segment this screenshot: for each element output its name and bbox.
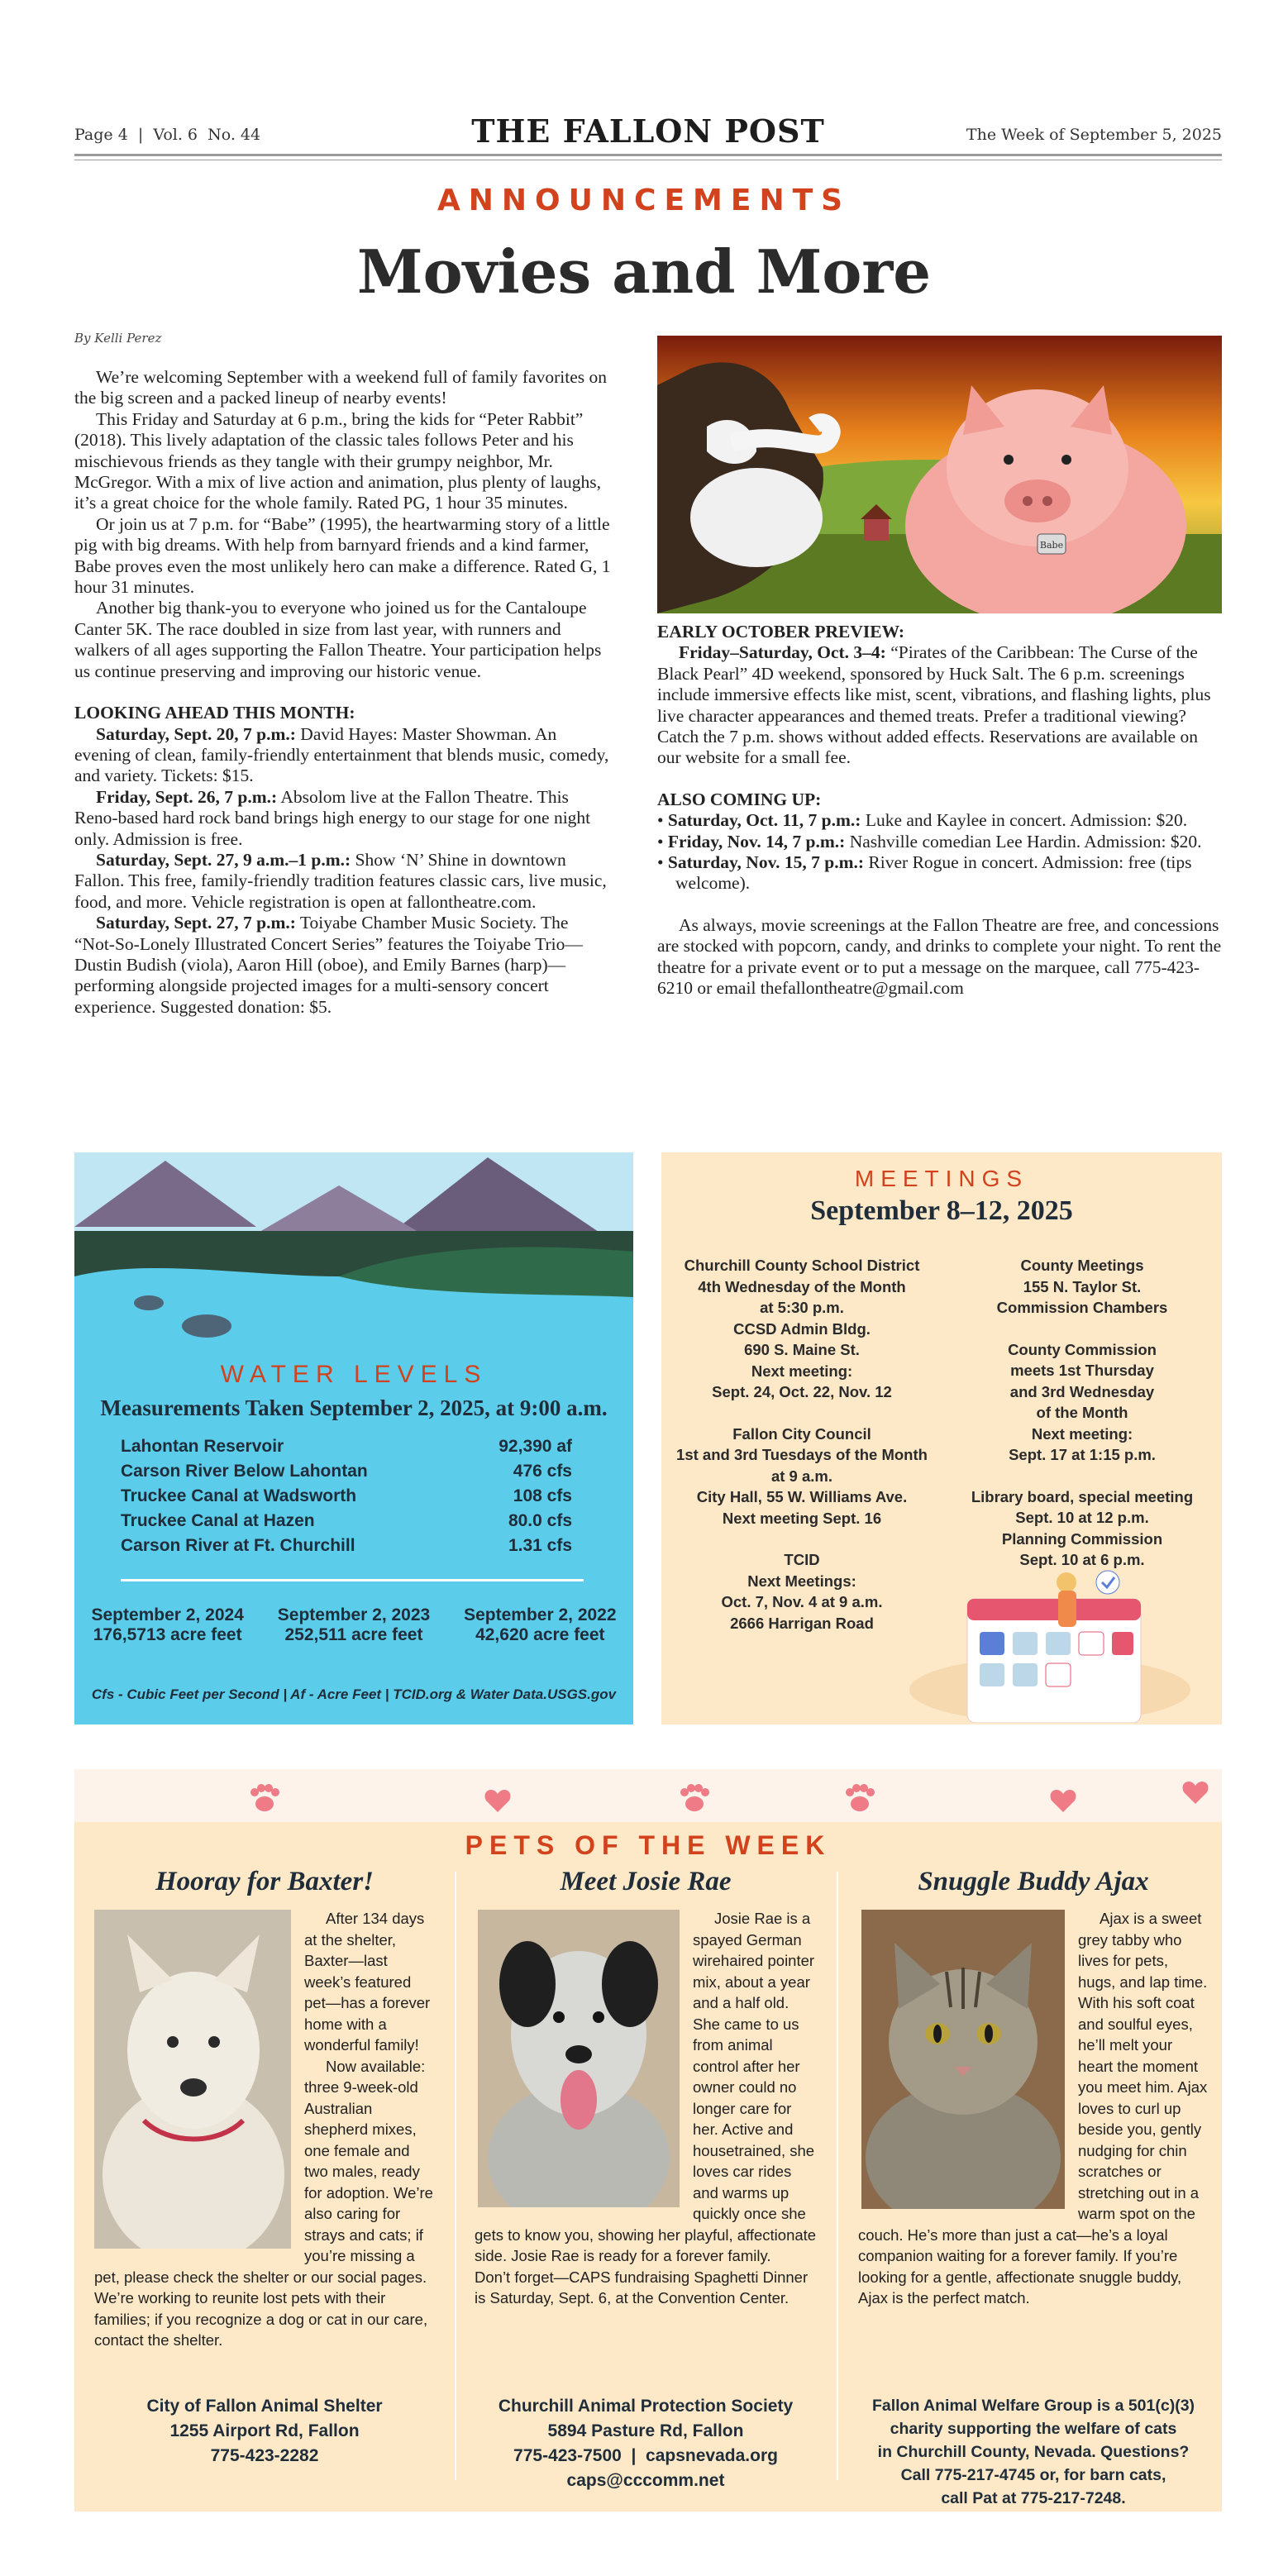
- pig-tag-text: Babe: [1039, 540, 1064, 551]
- event-when: Saturday, Nov. 15, 7 p.m.:: [667, 852, 865, 873]
- historical-levels: [74, 1605, 633, 1645]
- event-when: Saturday, Sept. 27, 7 p.m.:: [96, 913, 296, 933]
- table-row: [121, 1437, 572, 1462]
- table-row: [121, 1536, 572, 1561]
- meetings-title: September 8–12, 2025: [810, 1195, 1073, 1226]
- divider: [121, 1579, 584, 1581]
- station-value: 476 cfs: [513, 1462, 572, 1481]
- looking-ahead-heading: LOOKING AHEAD THIS MONTH:: [74, 703, 355, 723]
- meeting-line: Next meeting:: [751, 1362, 853, 1380]
- meeting-line: Churchill County School District: [684, 1257, 920, 1274]
- also-heading: ALSO COMING UP:: [657, 789, 822, 809]
- event-item: [74, 913, 612, 1018]
- pet-contact: City of Fallon Animal Shelter 1255 Airport Rd, Fallon 775-423-2282: [146, 2397, 383, 2465]
- list-item: • Saturday, Oct. 11, 7 p.m.: Luke and Kaylee in concert. Admission: $20.: [657, 810, 1188, 831]
- article-paragraph: Another big thank-you to everyone who joined us for the Cantaloupe Canter 5K. The race doubled in size from last year, with runners and walkers of all ages supporting the Fallon Theatre. Your participation helps us continue preserving and improving our historic venue.: [74, 598, 602, 681]
- event-item: [74, 787, 612, 850]
- closing-paragraph: As always, movie screenings at the Fallon Theatre are free, and concessions are stocked with popcorn, candy, and drinks to complete your night. To rent the theatre for a private event or to put a message on the marquee, call 775-423-6210 or email thefallontheatre@gmail.com: [657, 914, 1222, 999]
- water-levels-footnote: Cfs - Cubic Feet per Second | Af - Acre Feet | TCID.org & Water Data.USGS.gov: [91, 1686, 617, 1702]
- issue-date: The Week of September 5, 2025: [966, 126, 1222, 144]
- paw-print-banner: [74, 1769, 1222, 1822]
- article-paragraph: We’re welcoming September with a weekend full of family favorites on the big screen and a packed lineup of nearby events!: [74, 367, 607, 408]
- event-text: Luke and Kaylee in concert. Admission: $20.: [861, 810, 1188, 831]
- list-item: • Friday, Nov. 14, 7 p.m.: Nashville comedian Lee Hardin. Admission: $20.: [657, 831, 1202, 852]
- history-date: September 2, 2024: [91, 1605, 244, 1624]
- pets-kicker: PETS OF THE WEEK: [465, 1830, 832, 1860]
- event-item: [657, 642, 1222, 768]
- meeting-line: 2666 Harrigan Road: [730, 1614, 874, 1632]
- meeting-line: Sept. 17 at 1:15 p.m.: [1009, 1446, 1156, 1463]
- pet-description: Josie Rae is a spayed German wirehaired pointer mix, about a year and a half old. She came to us from animal control after her owner could no longer care for her. Active and housetrained, she loves car rides and warms up quickly once she gets to know you, showing her playful, affectionate side. Josie Rae is ready for a forever family.: [475, 1910, 817, 2264]
- event-item: [74, 850, 612, 913]
- masthead: [74, 107, 1222, 157]
- station-name: Truckee Canal at Wadsworth: [121, 1486, 357, 1505]
- byline: By Kelli Perez: [74, 331, 162, 346]
- meetings-right-column: [942, 1255, 1222, 1571]
- meetings-kicker: MEETINGS: [854, 1166, 1029, 1191]
- meeting-line: 690 S. Maine St.: [744, 1341, 860, 1358]
- pet-body: [858, 1908, 1209, 2388]
- station-name: Lahontan Reservoir: [121, 1437, 284, 1456]
- event-text: Absolom live at the Fallon Theatre. This Reno-based hard rock band brings high energy to our stage for one night only. Admission is free.: [74, 786, 591, 849]
- pet-description-extra: Don’t forget—CAPS fundraising Spaghetti Dinner is Saturday, Sept. 6, at the Convention Center.: [475, 2268, 809, 2306]
- meeting-line: at 5:30 p.m.: [760, 1299, 844, 1316]
- divider: [455, 1872, 456, 2480]
- station-value: 92,390 af: [499, 1437, 572, 1456]
- history-value: 176,5713 acre feet: [93, 1625, 242, 1644]
- meeting-line: Library board, special meeting: [971, 1487, 1194, 1505]
- dog-photo: [94, 1910, 291, 2254]
- event-when: Saturday, Sept. 20, 7 p.m.:: [96, 723, 296, 744]
- meeting-line: TCID: [784, 1551, 820, 1568]
- meeting-line: Commission Chambers: [996, 1299, 1168, 1316]
- page-info: Page 4 | Vol. 6 No. 44: [74, 126, 261, 144]
- event-when: Saturday, Oct. 11, 7 p.m.:: [667, 810, 861, 831]
- meeting-line: Sept. 10 at 6 p.m.: [1019, 1551, 1145, 1568]
- water-levels-panel: [74, 1152, 633, 1724]
- meeting-line: Next meeting Sept. 16: [722, 1509, 882, 1527]
- meetings-panel: [661, 1152, 1222, 1724]
- water-levels-title: Measurements Taken September 2, 2025, at 9:00 a.m.: [100, 1395, 608, 1420]
- meeting-line: at 9 a.m.: [770, 1467, 833, 1485]
- mountain-lake-illustration: [74, 1152, 633, 1359]
- pet-card-ajax: [858, 1867, 1209, 2510]
- article-left-column: [74, 367, 612, 1018]
- history-item: [464, 1605, 616, 1645]
- history-value: 42,620 acre feet: [475, 1625, 605, 1644]
- pet-title: Hooray for Baxter!: [155, 1867, 374, 1896]
- pet-title: Snuggle Buddy Ajax: [918, 1867, 1149, 1896]
- meeting-line: County Commission: [1008, 1340, 1157, 1358]
- water-levels-table: [121, 1437, 572, 1561]
- table-row: [121, 1462, 572, 1486]
- cat-photo: [861, 1910, 1065, 2215]
- meeting-line: CCSD Admin Bldg.: [733, 1319, 871, 1338]
- meeting-line: and 3rd Wednesday: [1009, 1382, 1155, 1400]
- meeting-line: 4th Wednesday of the Month: [698, 1277, 906, 1295]
- history-item: [278, 1605, 430, 1645]
- station-name: Carson River Below Lahontan: [121, 1462, 368, 1481]
- table-row: [121, 1511, 572, 1536]
- event-text: Nashville comedian Lee Hardin. Admission: $20.: [845, 831, 1202, 852]
- article-paragraph: This Friday and Saturday at 6 p.m., bring the kids for “Peter Rabbit” (2018). This lively adaptation of the classic tales follows Peter and his mischievous friends as they tangle with their grumpy neighbor, Mr. McGregor. With a mix of live action and animation, plus plenty of laughs, it’s a great choice for the whole family. Rated PG, 1 hour 35 minutes.: [74, 408, 602, 513]
- station-name: Carson River at Ft. Churchill: [121, 1536, 355, 1555]
- pet-contact: Churchill Animal Protection Society 5894 Pasture Rd, Fallon 775-423-7500 | capsnevada.org caps@cccomm.net: [498, 2397, 794, 2490]
- event-when: Friday, Nov. 14, 7 p.m.:: [667, 831, 846, 852]
- meeting-line: of the Month: [1036, 1404, 1128, 1421]
- station-name: Truckee Canal at Hazen: [121, 1511, 315, 1530]
- table-row: [121, 1486, 572, 1511]
- event-when: Friday, Sept. 26, 7 p.m.:: [96, 786, 278, 807]
- preview-heading: EARLY OCTOBER PREVIEW:: [657, 622, 905, 642]
- meeting-line: Sept. 10 at 12 p.m.: [1015, 1509, 1149, 1526]
- article-right-column: [657, 622, 1222, 999]
- event-when: Friday–Saturday, Oct. 3–4:: [679, 642, 886, 663]
- event-text: “Pirates of the Caribbean: The Curse of the Black Pearl” 4D weekend, sponsored by Huck Salt. The 6 p.m. screenings include immersive effects like mist, scent, vibrations, and flashing lights, plus live character appearances and themed treats. Prefer a traditional viewing? Catch the 7 p.m. shows without added effects. Reservations are available on our website for a small fee.: [657, 642, 1211, 768]
- history-date: September 2, 2023: [277, 1605, 431, 1624]
- water-levels-kicker: WATER LEVELS: [220, 1361, 488, 1388]
- history-value: 252,511 acre feet: [284, 1625, 423, 1644]
- meeting-line: Oct. 7, Nov. 4 at 9 a.m.: [721, 1593, 883, 1610]
- event-text: River Rogue in concert. Admission: free (tips welcome).: [675, 852, 1192, 894]
- meetings-left-column: [661, 1255, 942, 1634]
- event-text: Toiyabe Chamber Music Society. The “Not-So-Lonely Illustrated Concert Series” features the Toiyabe Trio—Dustin Budish (viola), Aaron Hill (oboe), and Emily Barnes (harp)—performing alongside projected images for a multi-sensory concert experience. Suggested donation: $5.: [74, 913, 583, 1017]
- section-kicker: ANNOUNCEMENTS: [436, 184, 852, 217]
- meeting-line: Next meeting:: [1031, 1424, 1133, 1443]
- history-date: September 2, 2022: [464, 1605, 617, 1624]
- meeting-line: County Meetings: [1020, 1257, 1144, 1274]
- calendar-illustration: [901, 1566, 1199, 1723]
- meeting-line: 155 N. Taylor St.: [1023, 1277, 1142, 1295]
- pets-panel: [74, 1769, 1222, 2512]
- meeting-line: City Hall, 55 W. Williams Ave.: [696, 1488, 908, 1505]
- pet-contact: Fallon Animal Welfare Group is a 501(c)(3) charity supporting the welfare of cats in Churchill County, Nevada. Questions? Call 775-217-4745 or, for barn cats, call Pat at 775-217-7248.: [871, 2397, 1195, 2507]
- meeting-line: Planning Commission: [1001, 1529, 1163, 1548]
- pet-description: After 134 days at the shelter, Baxter—last week’s featured pet—has a forever home with a wonderful family!: [304, 1910, 431, 2054]
- meeting-line: 1st and 3rd Tuesdays of the Month: [676, 1446, 928, 1463]
- divider: [837, 1872, 838, 2480]
- station-value: 1.31 cfs: [508, 1536, 572, 1555]
- movie-still-image: [657, 336, 1222, 613]
- meeting-line: Sept. 24, Oct. 22, Nov. 12: [712, 1383, 892, 1400]
- article-paragraph: Or join us at 7 p.m. for “Babe” (1995), the heartwarming story of a little pig with big dreams. With help from barnyard friends and a kind farmer, Babe proves even the most unlikely hero can make a difference. Rated G, 1 hour 31 minutes.: [74, 513, 611, 598]
- pet-card-josie-rae: [475, 1867, 817, 2493]
- dog-photo: [478, 1910, 680, 2213]
- paper-name: THE FALLON POST: [471, 112, 825, 150]
- pet-description: Ajax is a sweet grey tabby who lives for pets, hugs, and lap time. With his soft coat and soulful eyes, he’ll melt your heart the moment you meet him. Ajax loves to curl up beside you, gently nudging for chin scratches or stretching out in a warm spot on the couch. He’s more than just a cat—he’s a loyal companion waiting for a forever family. If you’re looking for a gentle, affectionate snuggle buddy, Ajax is the perfect match.: [858, 1910, 1208, 2306]
- event-text: Show ‘N’ Shine in downtown Fallon. This free, family-friendly tradition features classic cars, live music, food, and more. Vehicle registration is open at fallontheatre.com.: [74, 849, 607, 912]
- station-value: 108 cfs: [513, 1486, 572, 1505]
- pet-card-baxter: [94, 1867, 435, 2469]
- station-value: 80.0 cfs: [508, 1511, 572, 1530]
- also-list: [657, 810, 1222, 894]
- event-item: [74, 724, 612, 787]
- pet-body: [475, 1908, 817, 2388]
- meeting-line: meets 1st Thursday: [1010, 1362, 1154, 1379]
- event-when: Saturday, Sept. 27, 9 a.m.–1 p.m.:: [96, 849, 351, 870]
- pet-description-extra: Now available: three 9-week-old Australian shepherd mixes, one female and two males, ready for adoption. We’re also caring for strays and cats; if you’re missing a pet, please check the shelter or our social pages. We’re working to reunite lost pets with their families; if you recognize a dog or cat in our care, contact the shelter.: [94, 2057, 433, 2349]
- page-title: Movies and More: [356, 236, 932, 307]
- meeting-line: Next Meetings:: [747, 1572, 856, 1590]
- masthead-rule: [74, 154, 1222, 156]
- pet-title: Meet Josie Rae: [560, 1867, 732, 1896]
- meeting-line: Fallon City Council: [732, 1424, 871, 1443]
- pet-body: [94, 1908, 435, 2388]
- list-item: • Saturday, Nov. 15, 7 p.m.: River Rogue in concert. Admission: free (tips welcome).: [657, 852, 1192, 894]
- history-item: [91, 1605, 243, 1645]
- event-text: David Hayes: Master Showman. An evening of clean, family-friendly entertainment that blends music, comedy, and variety. Tickets: $15.: [74, 723, 609, 786]
